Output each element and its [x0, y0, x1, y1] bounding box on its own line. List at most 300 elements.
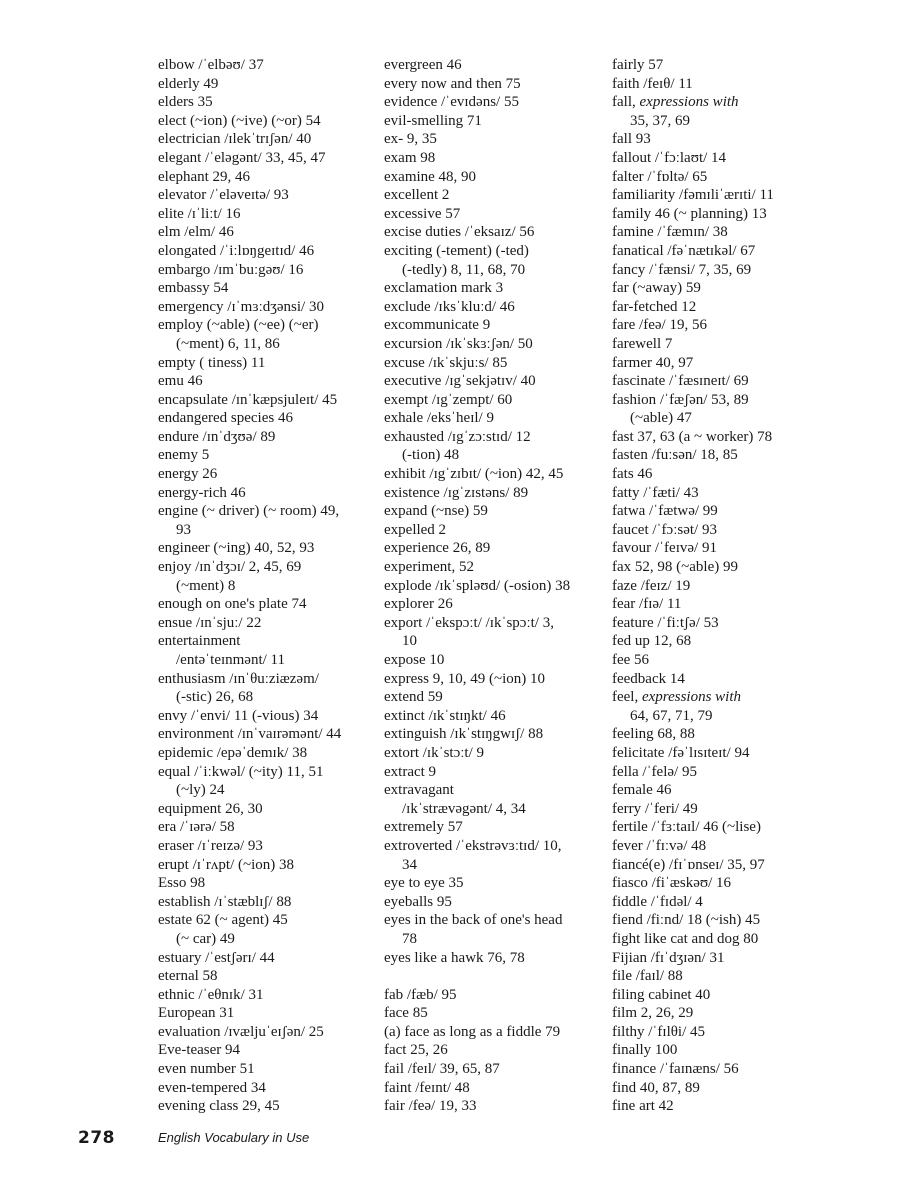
index-entry-text: filthy /ˈfɪlθi/ 45 [612, 1023, 706, 1040]
index-entry-text: eye to eye 35 [384, 875, 464, 892]
index-entry [384, 1097, 612, 1116]
index-entry-text: experiment, 52 [384, 559, 474, 576]
index-column-1 [158, 56, 380, 1116]
index-entry [384, 205, 612, 224]
index-entry-text: enemy 5 [158, 447, 210, 464]
index-entry-text: fiancé(e) /fɪˈɒnseɪ/ 35, 97 [612, 856, 765, 873]
index-entry [158, 800, 380, 819]
index-entry-text: excursion /ɪkˈskɜːʃən/ 50 [384, 335, 533, 352]
index-entry-text: employ (~able) (~ee) (~er) [158, 317, 319, 334]
index-entry [158, 112, 380, 131]
index-entry [612, 391, 852, 410]
index-entry-text: expose 10 [384, 652, 445, 668]
index-entry-text: emu 46 [158, 373, 203, 390]
index-entry [612, 242, 852, 261]
index-entry-text: fanatical /fəˈnætɪkəl/ 67 [612, 242, 756, 259]
index-entry [612, 688, 852, 707]
index-entry-text: exciting (-tement) (-ted) [384, 242, 529, 259]
index-entry [612, 502, 852, 521]
index-entry-text: /entəˈteɪnmənt/ 11 [176, 652, 285, 668]
index-entry-text: ferry /ˈferi/ 49 [612, 800, 698, 817]
index-entry-text: 78 [402, 930, 417, 947]
index-entry-text: fine art 42 [612, 1098, 674, 1115]
index-entry-text: fiasco /fiˈæskəʊ/ 16 [612, 875, 732, 892]
index-entry [158, 763, 380, 782]
index-entry [612, 372, 852, 391]
index-entry [384, 539, 612, 558]
book-title: English Vocabulary in Use [158, 1130, 310, 1145]
index-entry-text: finance /ˈfaɪnæns/ 56 [612, 1061, 739, 1078]
index-entry [384, 130, 612, 149]
index-entry-text: fats 46 [612, 466, 653, 483]
index-entry [612, 744, 852, 763]
index-entry-text: fax 52, 98 (~able) 99 [612, 559, 738, 576]
index-entry-text: ensue /ɪnˈsjuː/ 22 [158, 614, 262, 631]
index-entry [158, 279, 380, 298]
index-entry [612, 725, 852, 744]
index-entry-text: elongated /ˈiːlɒŋgeɪtɪd/ 46 [158, 242, 315, 259]
index-entry-text: fair /feə/ 19, 33 [384, 1098, 477, 1115]
index-entry [612, 335, 852, 354]
index-entry-text: epidemic /epəˈdemɪk/ 38 [158, 744, 308, 761]
index-entry-italic: expressions with [639, 94, 739, 111]
index-entry-text: existence /ɪgˈzɪstəns/ 89 [384, 484, 529, 501]
index-entry [612, 186, 852, 205]
index-entry-text: elect (~ion) (~ive) (~or) 54 [158, 112, 321, 129]
index-entry [158, 1041, 380, 1060]
index-entry [158, 149, 380, 168]
index-entry [612, 168, 852, 187]
index-entry-continuation [384, 800, 612, 819]
index-entry-text: extinguish /ɪkˈstɪŋgwɪʃ/ 88 [384, 726, 544, 743]
index-entry [612, 911, 852, 930]
index-entry [612, 1079, 852, 1098]
index-entry-text: embassy 54 [158, 280, 229, 297]
index-entry [384, 93, 612, 112]
index-entry-continuation [158, 688, 380, 707]
index-entry-text: /ɪkˈstrævəgənt/ 4, 34 [402, 800, 526, 817]
index-entry-continuation [612, 112, 852, 131]
index-entry-text: European 31 [158, 1005, 235, 1022]
index-entry-text: excise duties /ˈeksaɪz/ 56 [384, 224, 535, 241]
index-entry-continuation [158, 781, 380, 800]
index-entry [612, 595, 852, 614]
index-entry-text: exhale /eksˈheɪl/ 9 [384, 410, 494, 427]
index-entry [158, 465, 380, 484]
index-entry [158, 1004, 380, 1023]
index-entry-text: even number 51 [158, 1061, 255, 1078]
index-entry-text: environment /ɪnˈvaɪrəmənt/ 44 [158, 726, 342, 743]
index-entry-text: enough on one's plate 74 [158, 596, 307, 613]
index-entry-text: (~ment) 6, 11, 86 [176, 335, 280, 352]
index-entry-text: endangered species 46 [158, 410, 293, 427]
index-entry [612, 205, 852, 224]
index-entry [612, 446, 852, 465]
index-entry-text: evil-smelling 71 [384, 112, 482, 129]
index-entry-text: fashion /ˈfæʃən/ 53, 89 [612, 391, 749, 408]
index-entry-text: feeling 68, 88 [612, 726, 695, 743]
index-entry [158, 837, 380, 856]
index-entry [612, 558, 852, 577]
index-entry-text: elephant 29, 46 [158, 168, 251, 185]
index-entry [384, 279, 612, 298]
index-entry-text: extort /ɪkˈstɔːt/ 9 [384, 744, 484, 761]
index-entry [384, 112, 612, 131]
index-entry-text: fiend /fiːnd/ 18 (~ish) 45 [612, 912, 761, 929]
index-entry [384, 837, 612, 856]
index-entry [612, 837, 852, 856]
index-entry [384, 316, 612, 335]
index-entry-text: (-tion) 48 [402, 447, 460, 464]
index-entry-text: 10 [402, 633, 417, 650]
index-entry-text: faucet /ˈfɔːsət/ 93 [612, 521, 717, 538]
index-entry [384, 484, 612, 503]
index-entry-text: far (~away) 59 [612, 280, 701, 297]
index-entry-text: eternal 58 [158, 968, 218, 985]
index-entry-text: enthusiasm /ɪnˈθuːziæzəm/ [158, 670, 319, 687]
index-entry [612, 149, 852, 168]
index-entry [158, 56, 380, 75]
index-entry [612, 1004, 852, 1023]
index-entry-continuation [384, 856, 612, 875]
index-entry-text: export /ˈekspɔːt/ /ɪkˈspɔːt/ 3, [384, 614, 554, 631]
index-entry-text: 35, 37, 69 [630, 112, 690, 129]
index-entry [158, 856, 380, 875]
index-entry-text: extremely 57 [384, 819, 463, 836]
index-entry [384, 781, 612, 800]
index-entry-text: faith /feɪθ/ 11 [612, 75, 693, 92]
index-entry [158, 1097, 380, 1116]
index-entry [612, 539, 852, 558]
index-entry-text: (~able) 47 [630, 410, 692, 427]
index-entry [158, 632, 380, 651]
index-entry-text: fatwa /ˈfætwə/ 99 [612, 503, 718, 520]
index-entry [612, 930, 852, 949]
index-entry-text: express 9, 10, 49 (~ion) 10 [384, 670, 546, 687]
index-entry-text: expand (~nse) 59 [384, 503, 488, 520]
index-entry [158, 242, 380, 261]
index-entry-text: fancy /ˈfænsi/ 7, 35, 69 [612, 261, 752, 278]
index-entry [158, 391, 380, 410]
index-entry [158, 1079, 380, 1098]
index-entry [158, 205, 380, 224]
index-entry-text: emergency /ɪˈmɜːdʒənsi/ 30 [158, 298, 324, 315]
index-entry-text: exhibit /ɪgˈzɪbɪt/ (~ion) 42, 45 [384, 466, 564, 483]
index-entry-text: elite /ɪˈliːt/ 16 [158, 205, 241, 222]
index-entry-text: era /ˈɪərə/ 58 [158, 819, 235, 836]
index-entry-text: (-tedly) 8, 11, 68, 70 [402, 261, 526, 278]
index-entry [158, 75, 380, 94]
index-entry-text: elderly 49 [158, 75, 219, 92]
index-entry-text: embargo /ɪmˈbuːgəʊ/ 16 [158, 261, 304, 278]
index-entry [158, 874, 380, 893]
index-entry-text: fed up 12, 68 [612, 633, 692, 650]
index-entry [158, 130, 380, 149]
index-entry-text: (a) face as long as a fiddle 79 [384, 1023, 561, 1040]
index-entry [158, 1023, 380, 1042]
index-entry [158, 967, 380, 986]
index-entry-text: equal /ˈiːkwəl/ (~ity) 11, 51 [158, 763, 324, 780]
index-entry-text: ethnic /ˈeθnɪk/ 31 [158, 986, 264, 1003]
index-column-3 [612, 56, 852, 1116]
index-entry [158, 354, 380, 373]
index-entry-text: elders 35 [158, 94, 213, 111]
index-entry-text: fail /feɪl/ 39, 65, 87 [384, 1061, 500, 1078]
index-entry [384, 409, 612, 428]
index-entry-text: Eve-teaser 94 [158, 1042, 241, 1059]
index-entry-text: fascinate /ˈfæsɪneɪt/ 69 [612, 373, 749, 390]
index-entry [158, 986, 380, 1005]
index-entry [612, 279, 852, 298]
index-entry-text: electrician /ɪlekˈtrɪʃən/ 40 [158, 131, 312, 148]
index-entry-text: enjoy /ɪnˈdʒɔɪ/ 2, 45, 69 [158, 559, 302, 576]
index-entry-text: Esso 98 [158, 875, 206, 892]
index-entry-text: feature /ˈfiːtʃə/ 53 [612, 614, 719, 631]
index-entry-text: (~ car) 49 [176, 930, 235, 947]
index-entry-text: exempt /ɪgˈzempt/ 60 [384, 391, 513, 408]
index-entry [384, 1023, 612, 1042]
index-entry [612, 949, 852, 968]
index-entry-continuation [158, 577, 380, 596]
index-entry [384, 911, 612, 930]
index-entry [158, 93, 380, 112]
index-entry [384, 1041, 612, 1060]
index-entry [158, 316, 380, 335]
index-entry-text: exclude /ɪksˈkluːd/ 46 [384, 298, 515, 315]
index-entry [612, 1060, 852, 1079]
index-entry-text: evening class 29, 45 [158, 1098, 280, 1115]
index-entry [612, 354, 852, 373]
index-entry-text: eyes in the back of one's head [384, 912, 563, 929]
index-entry [158, 298, 380, 317]
index-entry-text: extravagant [384, 782, 454, 799]
index-entry-text: erupt /ɪˈrʌpt/ (~ion) 38 [158, 856, 295, 873]
index-entry-text: fall 93 [612, 131, 651, 148]
index-entry [158, 744, 380, 763]
index-entry-text: engine (~ driver) (~ room) 49, [158, 503, 340, 520]
index-entry [612, 316, 852, 335]
index-entry [384, 465, 612, 484]
index-entry-text: fast 37, 63 (a ~ worker) 78 [612, 428, 773, 445]
index-entry-text: fight like cat and dog 80 [612, 930, 759, 947]
index-entry [384, 56, 612, 75]
index-entry-continuation [158, 335, 380, 354]
index-entry-text: executive /ɪgˈsekjətɪv/ 40 [384, 373, 536, 390]
index-entry [612, 1041, 852, 1060]
index-entry-text: excuse /ɪkˈskjuːs/ 85 [384, 354, 508, 371]
index-entry-text: fab /fæb/ 95 [384, 986, 457, 1003]
index-entry-text: fasten /fuːsən/ 18, 85 [612, 447, 738, 464]
index-entry-text: famine /ˈfæmɪn/ 38 [612, 224, 728, 241]
index-entry-text: female 46 [612, 782, 672, 799]
index-entry-text: extinct /ɪkˈstɪŋkt/ 46 [384, 707, 506, 724]
index-entry [158, 223, 380, 242]
index-entry-text: (~ment) 8 [176, 577, 236, 594]
index-entry-text: finally 100 [612, 1042, 678, 1059]
index-entry-text: feedback 14 [612, 670, 685, 687]
index-entry [612, 75, 852, 94]
index-entry-text: endure /ɪnˈdʒʊə/ 89 [158, 428, 276, 445]
index-entry-text: 93 [176, 521, 191, 538]
index-entry-text: elbow /ˈelbəʊ/ 37 [158, 57, 264, 73]
index-entry-continuation [158, 521, 380, 540]
index-entry [384, 670, 612, 689]
index-entry [612, 781, 852, 800]
index-entry-text: excommunicate 9 [384, 317, 491, 334]
index-entry [384, 725, 612, 744]
index-entry [384, 391, 612, 410]
index-entry-text: 64, 67, 71, 79 [630, 707, 713, 724]
index-entry-text: envy /ˈenvi/ 11 (-vious) 34 [158, 707, 319, 724]
index-entry-text: felicitate /fəˈlɪsɪteɪt/ 94 [612, 744, 750, 761]
index-entry [612, 1023, 852, 1042]
index-entry-text: elegant /ˈeləgənt/ 33, 45, 47 [158, 149, 326, 166]
index-entry [158, 446, 380, 465]
index-entry [612, 651, 852, 670]
index-entry-text: evergreen 46 [384, 57, 462, 73]
index-entry [612, 261, 852, 280]
index-entry [384, 1060, 612, 1079]
index-entry-text: farewell 7 [612, 335, 673, 352]
index-entry [158, 409, 380, 428]
index-entry [158, 186, 380, 205]
index-entry-text: explode /ɪkˈspləʊd/ (-osion) 38 [384, 577, 571, 594]
index-entry-text: fare /feə/ 19, 56 [612, 317, 707, 334]
index-entry [158, 725, 380, 744]
index-entry-text: film 2, 26, 29 [612, 1005, 694, 1022]
index-entry-text: (-stic) 26, 68 [176, 689, 254, 706]
index-entry-text: excellent 2 [384, 187, 450, 204]
index-entry [612, 967, 852, 986]
index-entry-text: filing cabinet 40 [612, 986, 711, 1003]
index-entry [612, 484, 852, 503]
index-entry [384, 242, 612, 261]
index-entry [612, 465, 852, 484]
index-entry-text: energy-rich 46 [158, 484, 246, 501]
index-entry-text: excessive 57 [384, 205, 461, 222]
index-entry-text: extend 59 [384, 689, 443, 706]
index-entry [612, 223, 852, 242]
index-column-2 [384, 56, 612, 1116]
index-entry-text: establish /ɪˈstæblɪʃ/ 88 [158, 893, 292, 910]
index-entry-text: feel, [612, 689, 642, 706]
index-entry [158, 428, 380, 447]
index-entry-text: encapsulate /ɪnˈkæpsjuleɪt/ 45 [158, 391, 338, 408]
index-entry-text: exclamation mark 3 [384, 280, 504, 297]
index-entry [384, 707, 612, 726]
index-entry [612, 56, 852, 75]
index-entry [384, 577, 612, 596]
page-number: 278 [78, 1128, 115, 1148]
index-entry-text: fallout /ˈfɔːlaʊt/ 14 [612, 149, 727, 166]
index-entry [158, 539, 380, 558]
index-entry [384, 223, 612, 242]
index-entry [612, 614, 852, 633]
index-entry-text: evidence /ˈevɪdəns/ 55 [384, 94, 519, 111]
index-entry-text: face 85 [384, 1005, 428, 1022]
index-entry-text: examine 48, 90 [384, 168, 477, 185]
index-entry-continuation [384, 446, 612, 465]
index-entry [384, 893, 612, 912]
index-entry-text: (~ly) 24 [176, 782, 225, 799]
index-entry [384, 502, 612, 521]
index-entry-text: empty ( tiness) 11 [158, 354, 266, 371]
index-entry [384, 874, 612, 893]
index-entry-text: fact 25, 26 [384, 1042, 448, 1059]
index-entry [384, 298, 612, 317]
index-entry [384, 149, 612, 168]
index-entry [612, 670, 852, 689]
index-entry [158, 261, 380, 280]
index-entry-text: fear /fɪə/ 11 [612, 596, 682, 613]
index-entry [158, 670, 380, 689]
index-entry [384, 651, 612, 670]
index-entry [158, 558, 380, 577]
index-entry-text: entertainment [158, 633, 241, 650]
index-entry-text: fella /ˈfelə/ 95 [612, 763, 697, 780]
index-entry-text: explorer 26 [384, 596, 453, 613]
index-entry [158, 595, 380, 614]
index-entry-text: fever /ˈfɪːvə/ 48 [612, 837, 707, 854]
index-entry [384, 354, 612, 373]
index-entry [158, 614, 380, 633]
index-entry-text: evaluation /ɪvæljuˈeɪʃən/ 25 [158, 1023, 324, 1040]
index-entry-text: fairly 57 [612, 57, 664, 73]
index-entry [158, 1060, 380, 1079]
index-entry-text: find 40, 87, 89 [612, 1079, 700, 1096]
index-entry-text: eyeballs 95 [384, 893, 452, 910]
index-entry-text: extroverted /ˈekstrəvɜːtɪd/ 10, [384, 837, 562, 854]
index-entry [384, 372, 612, 391]
index-entry [158, 372, 380, 391]
index-entry-text: extract 9 [384, 763, 437, 780]
index-entry-text: every now and then 75 [384, 75, 521, 92]
index-entry-continuation [158, 930, 380, 949]
index-entry [612, 800, 852, 819]
index-entry-text: estate 62 (~ agent) 45 [158, 912, 288, 929]
index-entry [384, 986, 612, 1005]
index-entry [384, 688, 612, 707]
index-entry-text: 34 [402, 856, 417, 873]
index-entry-text: fee 56 [612, 652, 650, 668]
index-entry [384, 428, 612, 447]
index-entry [158, 818, 380, 837]
index-entry-text: even-tempered 34 [158, 1079, 266, 1096]
index-entry-text: Fijian /fɪˈdʒɪən/ 31 [612, 949, 725, 966]
index-entry-text: file /faɪl/ 88 [612, 968, 683, 985]
index-entry-text: far-fetched 12 [612, 298, 697, 315]
index-entry-text: estuary /ˈestʃərɪ/ 44 [158, 949, 275, 966]
index-entry [384, 1004, 612, 1023]
index-entry-text: elm /elm/ 46 [158, 224, 234, 241]
index-entry [612, 818, 852, 837]
index-entry-text: faint /feɪnt/ 48 [384, 1079, 470, 1096]
index-entry [384, 186, 612, 205]
index-entry [384, 818, 612, 837]
index-entry [384, 168, 612, 187]
index-entry [612, 521, 852, 540]
index-entry [384, 75, 612, 94]
index-entry [612, 856, 852, 875]
index-entry [384, 614, 612, 633]
index-entry-text: expelled 2 [384, 521, 447, 538]
index-entry-text: energy 26 [158, 466, 218, 483]
index-entry-text: fertile /ˈfɜːtaɪl/ 46 (~lise) [612, 819, 761, 836]
index-entry-text: fall, [612, 94, 640, 111]
index-entry-text: fatty /ˈfæti/ 43 [612, 484, 699, 501]
index-entry-text: family 46 (~ planning) 13 [612, 205, 767, 222]
index-entry-text: exhausted /ɪgˈzɔːstɪd/ 12 [384, 428, 531, 445]
